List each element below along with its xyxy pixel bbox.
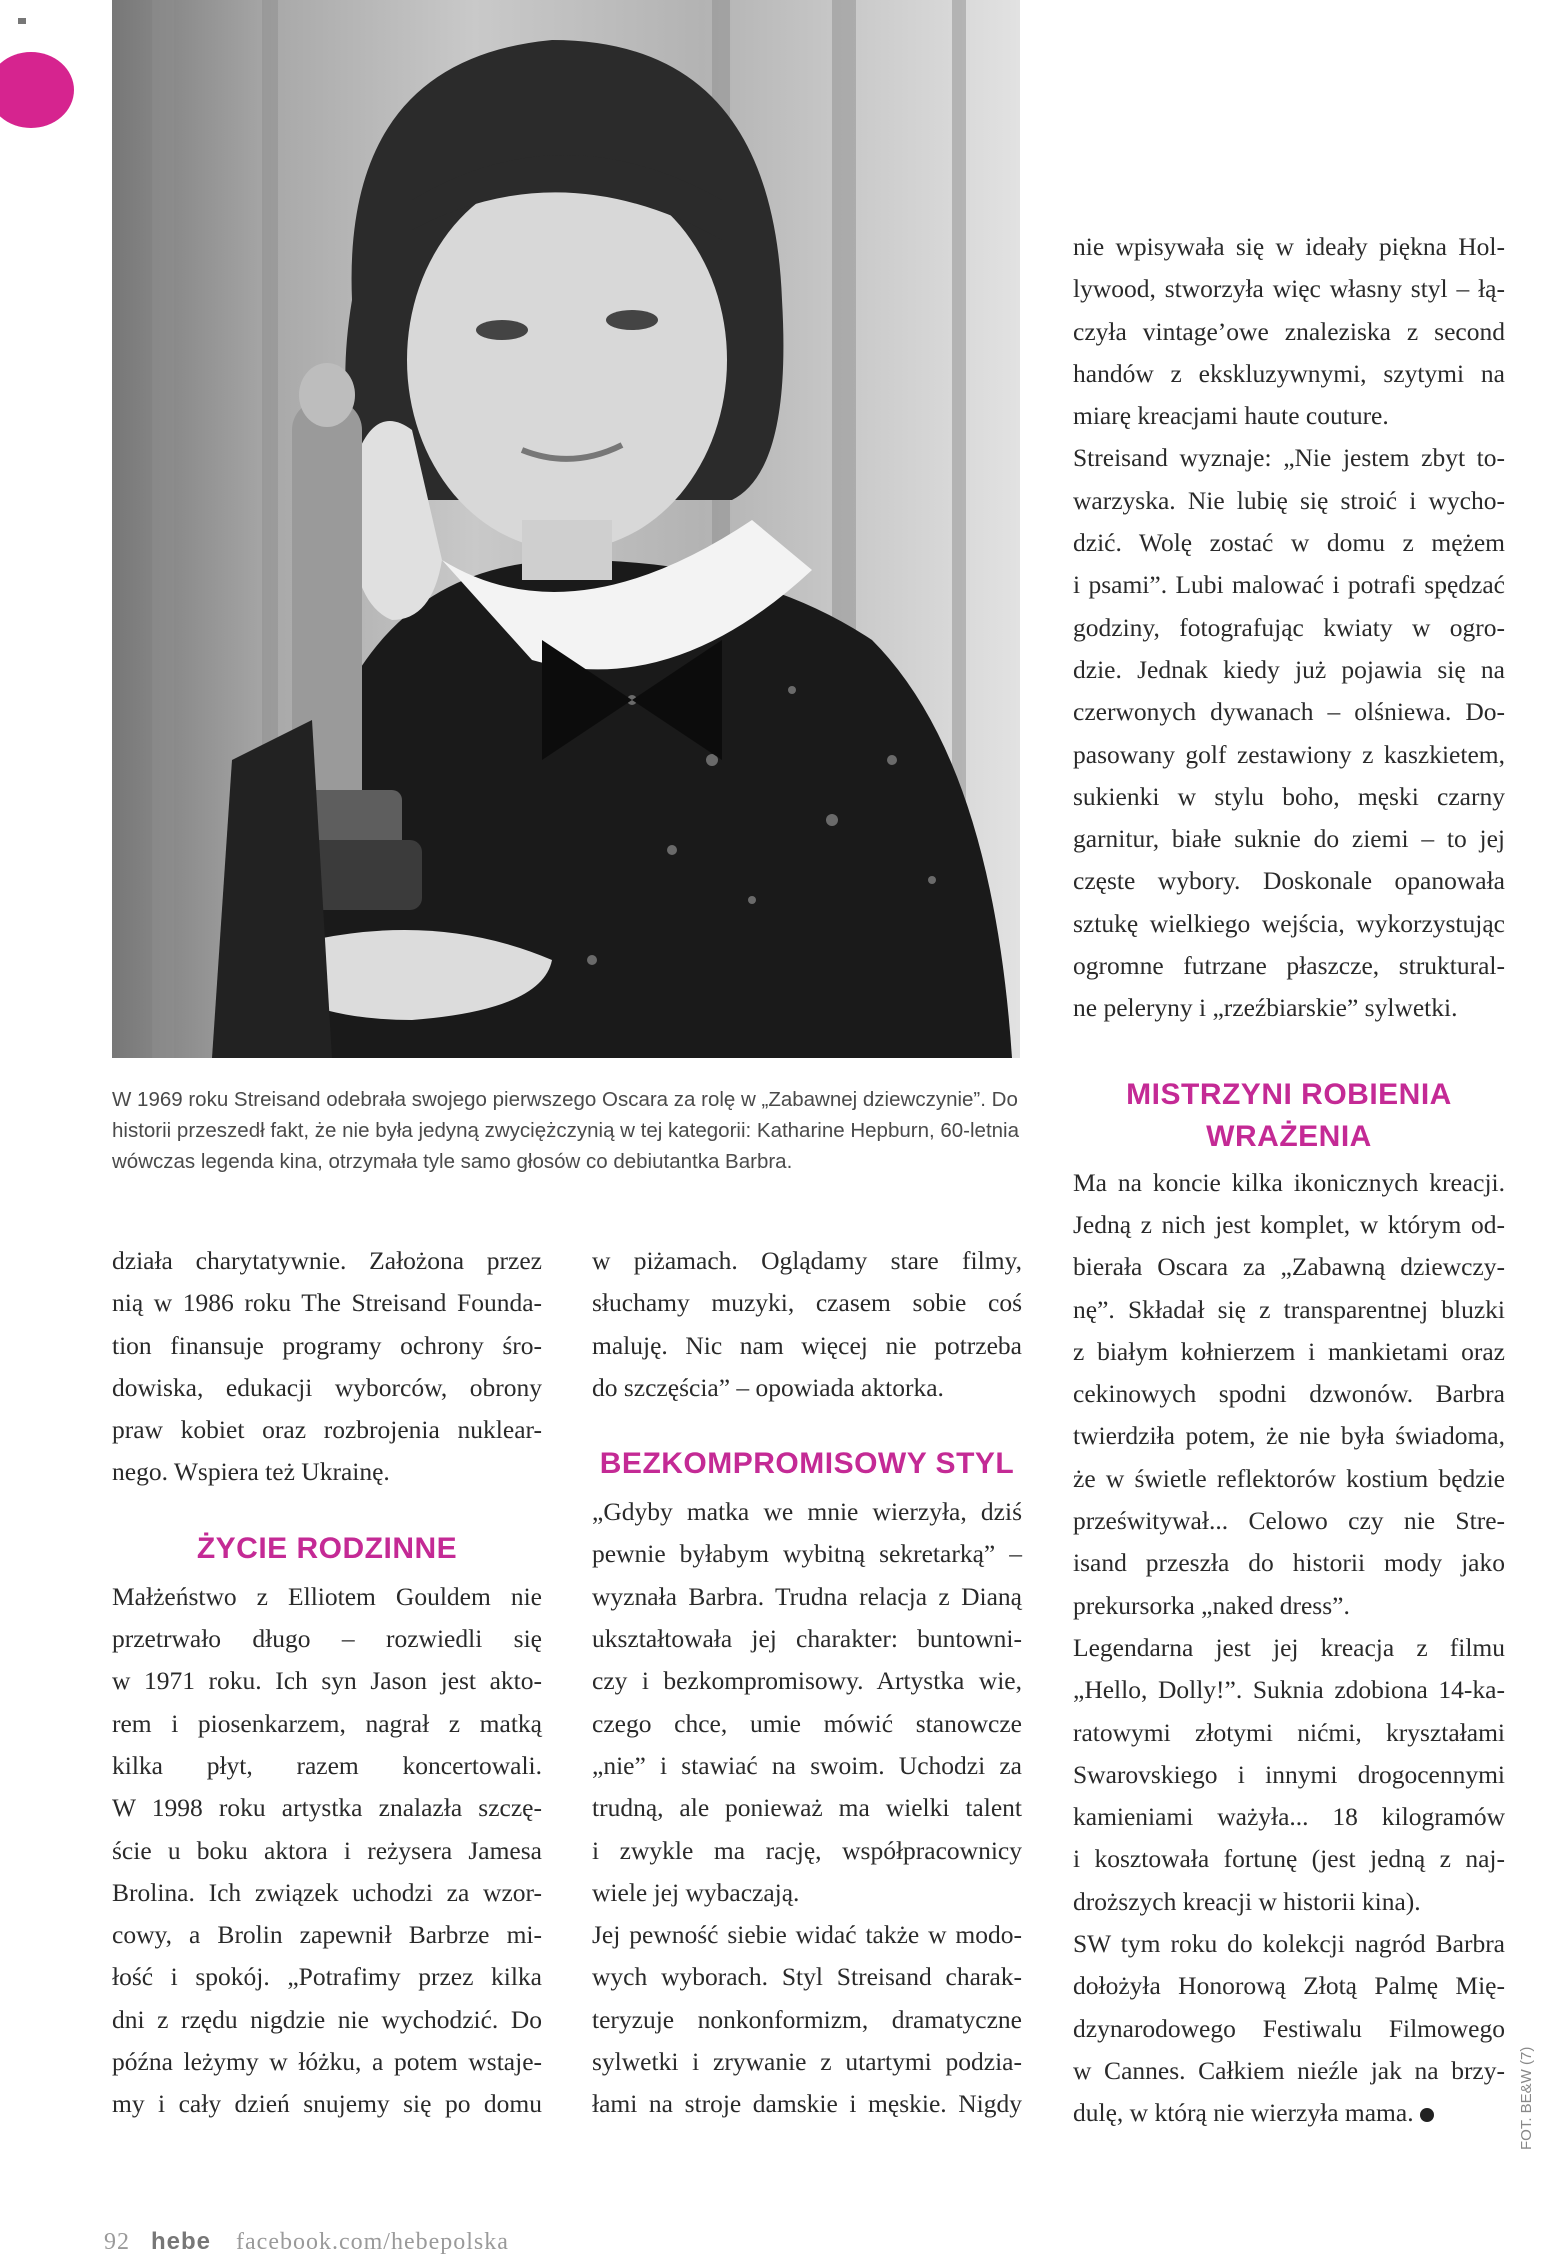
text-line: cowy, a Brolin zapewnił Barbrze mi- [112, 1920, 542, 1950]
col1-paragraph-b [112, 1576, 542, 2126]
text-line: nią w 1986 roku The Streisand Founda- [112, 1288, 542, 1318]
text-line: dowiska, edukacji wyborców, obrony [112, 1372, 542, 1402]
text-line: sukienki w stylu boho, męski czarny [1073, 781, 1505, 811]
text-line: późna leżymy w łóżku, a potem wstaje- [112, 2047, 542, 2077]
page-number: 92 [104, 2229, 130, 2255]
column-1 [112, 1240, 542, 2126]
text-line: z białym kołnierzem i mankietami oraz [1073, 1336, 1505, 1366]
text-line: trudną, ale ponieważ ma wielki talent [592, 1793, 1022, 1823]
text-line: czerwonych dywanach – olśniewa. Do- [1073, 697, 1505, 727]
text-line: nę”. Składał się z transparentnej bluzki [1073, 1294, 1505, 1324]
column-2 [592, 1240, 1022, 2126]
text-line: rem i piosenkarzem, nagrał z matką [112, 1708, 542, 1738]
text-line: wych wyborach. Styl Streisand charak- [592, 1962, 1022, 1992]
text-line: w piżamach. Oglądamy stare filmy, [592, 1246, 1022, 1275]
text-line: teryzuje nonkonformizm, dramatyczne [592, 2004, 1022, 2034]
text-line: garnitur, białe suknie do ziemi – to jej [1073, 824, 1505, 854]
text-line: Swarovskiego i innymi drogocennymi [1073, 1759, 1505, 1789]
text-line: Jedną z nich jest komplet, w którym od- [1073, 1209, 1505, 1239]
text-line: dulę, w którą nie wierzyła mama. [1073, 2098, 1414, 2128]
text-line: droższych kreacji w historii kina). [1073, 1886, 1421, 1916]
text-line: „Gdyby matka we mnie wierzyła, dziś [592, 1497, 1022, 1527]
text-line: „Hello, Dolly!”. Suknia zdobiona 14-ka- [1073, 1675, 1505, 1705]
text-line: czego chce, umie mówić stanowcze [592, 1708, 1022, 1738]
text-line-final [1073, 2092, 1505, 2134]
text-line: Ma na koncie kilka ikonicznych kreacji. [1073, 1167, 1505, 1197]
magazine-brand: hebe [151, 2228, 212, 2255]
text-line: łami na stroje damskie i męskie. Nigdy [592, 2089, 1022, 2119]
text-line: do szczęścia” – opowiada aktorka. [592, 1372, 944, 1402]
col2-paragraph-a [592, 1240, 1022, 1409]
text-line: w 1971 roku. Ich syn Jason jest akto- [112, 1666, 542, 1696]
text-line: praw kobiet oraz rozbrojenia nuklear- [112, 1415, 542, 1445]
text-line: wyznała Barbra. Trudna relacja z Dianą [592, 1581, 1022, 1611]
text-line: ście u boku aktora i reżysera Jamesa [112, 1835, 542, 1865]
text-line: kamieniami ważyła... 18 kilogramów [1073, 1802, 1505, 1832]
text-line: ogromne futrzane płaszcze, struktural- [1073, 951, 1505, 981]
text-line: my i cały dzień snujemy się po domu [112, 2089, 542, 2119]
text-line: łość i spokój. „Potrafimy przez kilka [112, 1962, 542, 1992]
text-line: Małżeństwo z Elliotem Gouldem nie [112, 1581, 542, 1611]
text-line: bierała Oscara za „Zabawną dziewczy- [1073, 1252, 1505, 1282]
text-line: wiele jej wybaczają. [592, 1877, 800, 1907]
facebook-link[interactable]: facebook.com/hebepolska [236, 2229, 509, 2255]
text-line: czyła vintage’owe znaleziska z second [1073, 316, 1505, 346]
text-line: prekursorka „naked dress”. [1073, 1590, 1350, 1620]
col1-paragraph-a [112, 1240, 542, 1494]
text-line: kilka płyt, razem koncertowali. [112, 1750, 542, 1780]
corner-mark [18, 18, 26, 24]
text-line: maluję. Nic nam więcej nie potrzeba [592, 1330, 1022, 1360]
heading-uncompromising-style: BEZKOMPROMISOWY STYL [599, 1447, 1015, 1481]
text-line: godziny, fotografując kwiaty w ogro- [1073, 612, 1505, 642]
photo-credit: FOT. BE&W (7) [1518, 2046, 1535, 2150]
text-line: Brolina. Ich związek uchodzi za wzor- [112, 1877, 542, 1907]
text-line: miarę kreacjami haute couture. [1073, 401, 1389, 431]
text-line: pewnie byłabym wybitną sekretarką” – [592, 1539, 1022, 1569]
text-line: i kosztowała fortunę (jest jedną z naj- [1073, 1844, 1505, 1874]
text-line: prześwitywał... Celowo czy nie Stre- [1073, 1506, 1505, 1536]
heading-impressions [1073, 1074, 1505, 1158]
text-line: częste wybory. Doskonale opanowała [1073, 866, 1505, 896]
text-line: sztukę wielkiego wejścia, wykorzystując [1073, 908, 1505, 938]
text-line: Streisand wyznaje: „Nie jestem zbyt to- [1073, 443, 1505, 473]
text-line: dzić. Wolę zostać w domu z mężem [1073, 528, 1505, 558]
text-line: SW tym roku do kolekcji nagród Barbra [1073, 1928, 1505, 1958]
text-line: warzyska. Nie lubię się stroić i wycho- [1073, 485, 1505, 515]
text-line: czy i bezkompromisowy. Artystka wie, [592, 1666, 1022, 1696]
heading-family-life: ŻYCIE RODZINNE [196, 1531, 458, 1565]
text-line: sylwetki i zrywanie z utartymi podzia- [592, 2047, 1022, 2077]
text-line: ukształtowała jej charakter: buntowni- [592, 1624, 1022, 1654]
text-line: dni z rzędu nigdzie nie wychodzić. Do [112, 2004, 542, 2034]
text-line: i psami”. Lubi malować i potrafi spędzać [1073, 570, 1505, 600]
text-line: ratowymi złotymi nićmi, kryształami [1073, 1717, 1505, 1747]
col2-paragraph-b [592, 1491, 1022, 2125]
text-line: handów z ekskluzywnymi, szytymi na [1073, 358, 1505, 388]
text-line: w Cannes. Całkiem nieźle jak na brzy- [1073, 2055, 1505, 2085]
text-line: dzie. Jednak kiedy już pojawia się na [1073, 654, 1505, 684]
text-line: nie wpisywała się w ideały piękna Hol- [1073, 232, 1505, 261]
text-line: nego. Wspiera też Ukrainę. [112, 1457, 390, 1487]
page-footer [104, 2228, 509, 2256]
text-line: cekinowych spodni dzwonów. Barbra [1073, 1379, 1505, 1409]
text-line: W 1998 roku artystka znalazła szczę- [112, 1793, 542, 1823]
text-line: ne peleryny i „rzeźbiarskie” sylwetki. [1073, 993, 1458, 1023]
text-line: słuchamy muzyki, czasem sobie coś [592, 1288, 1022, 1318]
end-bullet-icon [1420, 2108, 1434, 2122]
text-line: Legendarna jest jej kreacja z filmu [1073, 1632, 1505, 1662]
text-line: isand przeszła do historii mody jako [1073, 1548, 1505, 1578]
col3-paragraph-a [1073, 226, 1505, 1030]
magenta-dot [0, 52, 74, 128]
text-line: lywood, stworzyła więc własny styl – łą- [1073, 274, 1505, 304]
text-line: przetrwało długo – rozwiedli się [112, 1624, 542, 1654]
text-line: Jej pewność siebie widać także w modo- [592, 1920, 1022, 1950]
text-line: i zwykle ma rację, współpracownicy [592, 1835, 1022, 1865]
heading-line: MISTRZYNI ROBIENIA [1126, 1077, 1452, 1111]
text-line: że w świetle reflektorów kostium będzie [1073, 1463, 1505, 1493]
heading-line: WRAŻENIA [1206, 1119, 1372, 1153]
text-line: działa charytatywnie. Założona przez [112, 1246, 542, 1275]
text-line: twierdziła potem, że nie była świadoma, [1073, 1421, 1505, 1451]
text-line: tion finansuje programy ochrony śro- [112, 1330, 542, 1360]
text-line: dzynarodowego Festiwalu Filmowego [1073, 2013, 1505, 2043]
text-line: dołożyła Honorową Złotą Palmę Mię- [1073, 1971, 1505, 2001]
photo-caption: W 1969 roku Streisand odebrała swojego pierwszego Oscara za rolę w „Zabawnej dziewczynie”. Do historii przeszedł fakt, że nie była jedyną zwyciężczynią w tej kategorii: Katharine Hepburn, 60-letnia wówczas legenda kina, otrzymała tyle samo głosów co debiutantka Barbra. [112, 1088, 1020, 1173]
text-line: pasowany golf zestawiony z kaszkietem, [1073, 739, 1505, 769]
text-line: „nie” i stawiać na swoim. Uchodzi za [592, 1750, 1022, 1780]
column-3 [1073, 226, 1505, 2134]
col3-paragraph-b [1073, 1162, 1505, 2135]
main-photo [112, 0, 1020, 1058]
